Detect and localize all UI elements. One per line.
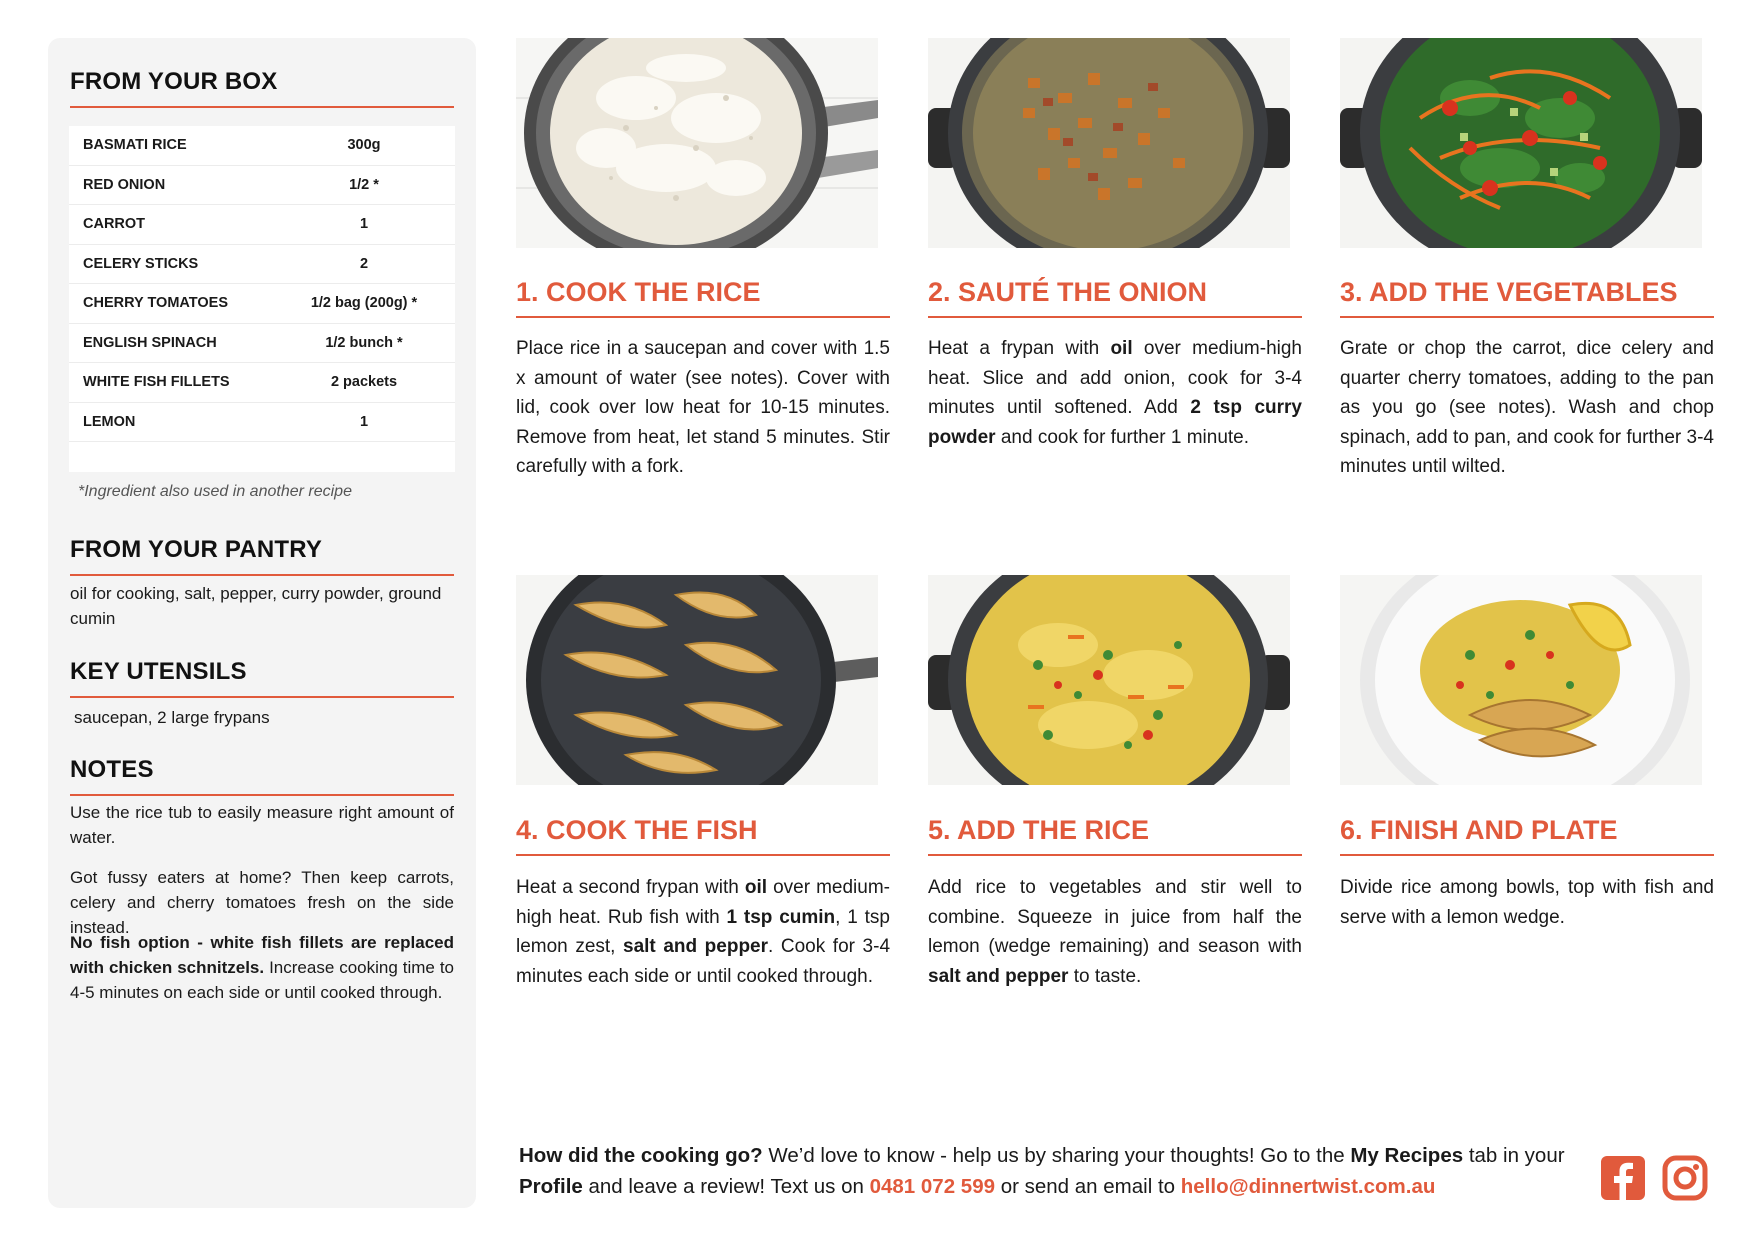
step-1-text [516,334,890,482]
feedback-question: How did the cooking go? [519,1144,763,1167]
step-2-title: 2. SAUTÉ THE ONION [928,277,1302,318]
note-3-rest: Increase cooking time to 4-5 minutes on each side or until cooked through. [70,958,455,1002]
step-text-part: Heat a frypan with [928,338,1111,359]
ingredient-row [69,245,455,285]
ingredients-table [69,126,455,472]
ingredient-qty: 300g [347,137,381,154]
step-text-part: Add rice to vegetables and stir well to combine. Squeeze in juice from half the lemon (wedge remaining) and season with [928,877,1302,957]
ingredient-row [69,284,455,324]
step-4-text [516,873,890,991]
feedback-text-4: or send an email to [995,1175,1181,1198]
step-text-bold: salt and pepper [928,965,1069,987]
step-text-part: . Cook for 3-4 minutes each side or until cooked through. [516,936,891,987]
step-6-image [1340,575,1702,785]
profile-label: Profile [519,1175,583,1198]
step-1-title: 1. COOK THE RICE [516,277,890,318]
pantry-text: oil for cooking, salt, pepper, curry powder, ground cumin [70,584,442,628]
email-link[interactable]: hello@dinnertwist.com.au [1180,1175,1436,1198]
step-2-image [928,38,1290,248]
ingredient-qty: 1/2 bunch * [325,334,403,351]
ingredient-row [69,363,455,403]
note-2: Got fussy eaters at home? Then keep carrots, celery and cherry tomatoes fresh on the side instead. [70,868,454,937]
step-text-part: and cook for further 1 minute. [995,426,1250,448]
step-5-text [928,873,1302,991]
ingredient-row [69,166,455,206]
ingredient-name: LEMON [83,413,136,430]
ingredient-name: WHITE FISH FILLETS [83,374,230,391]
ingredient-name: ENGLISH SPINACH [83,334,217,351]
ingredient-row [69,205,455,245]
step-text-part: Divide rice among bowls, top with fish and serve with a lemon wedge. [1340,877,1714,928]
key-utensils-title: KEY UTENSILS [70,658,454,698]
step-3-title: 3. ADD THE VEGETABLES [1340,277,1714,318]
ingredient-qty: 2 [359,255,369,272]
utensils-text: saucepan, 2 large frypans [74,708,270,727]
step-text-part: over medium-high heat. Slice and add onion, cook for 3-4 minutes until softened. Add [928,338,1302,418]
ingredient-qty: 1 [359,413,369,430]
step-text-part: Place rice in a saucepan and cover with 1.5 x amount of water (see notes). Cover with lid, cook over low heat for 10-15 minutes. Remove from heat, let stand 5 minutes. Stir carefully with a fork. [516,338,890,477]
step-text-part: , 1 tsp lemon zest, [516,906,891,957]
ingredient-qty: 1 [359,216,369,233]
ingredient-footnote: *Ingredient also used in another recipe [78,483,352,500]
ingredient-qty: 1/2 bag (200g) * [310,295,418,312]
step-text-part: to taste. [1068,965,1142,987]
step-4-title: 4. COOK THE FISH [516,815,890,856]
notes-title: NOTES [70,756,454,796]
ingredients-sidebar [48,38,476,1208]
ingredient-name: CHERRY TOMATOES [83,295,229,312]
feedback-text-1: We’d love to know - help us by sharing your thoughts! Go to the [762,1144,1351,1167]
ingredient-row [69,324,455,364]
step-5-title: 5. ADD THE RICE [928,815,1302,856]
step-1-image [516,38,878,248]
step-text-bold: salt and pepper [623,936,769,957]
from-your-pantry-title: FROM YOUR PANTRY [70,536,454,576]
note-1: Use the rice tub to easily measure right amount of water. [70,803,454,847]
ingredient-row [69,126,455,166]
feedback-text [519,1140,1579,1202]
ingredient-name: CELERY STICKS [83,255,199,272]
ingredient-qty: 2 packets [330,374,398,391]
step-text-bold: 1 tsp cumin [726,906,836,928]
step-text-bold: oil [1110,338,1133,359]
ingredient-name: CARROT [83,216,146,233]
from-your-box-title: FROM YOUR BOX [70,68,454,108]
ingredient-name: RED ONION [83,176,166,193]
instagram-icon[interactable] [1662,1155,1708,1201]
step-6-title: 6. FINISH AND PLATE [1340,815,1714,856]
step-text-part: Grate or chop the carrot, dice celery and quarter cherry tomatoes, adding to the pan as you go (see notes). Wash and chop spinach, add to pan, and cook for further 3-4 minutes until wilted. [1340,338,1714,477]
step-text-part: Heat a second frypan with [516,877,745,898]
step-text-bold: 2 tsp curry powder [928,397,1302,448]
step-2-text [928,334,1302,452]
step-5-image [928,575,1290,785]
my-recipes-label: My Recipes [1350,1144,1464,1167]
step-text-bold: oil [744,877,768,898]
phone-link[interactable]: 0481 072 599 [869,1175,995,1198]
step-4-image [516,575,878,785]
step-text-part: over medium-high heat. Rub fish with [516,877,890,928]
feedback-text-3: and leave a review! Text us on [582,1175,870,1198]
ingredient-row [69,403,455,443]
step-6-text [1340,873,1714,932]
ingredient-name: BASMATI RICE [83,137,187,154]
note-3-bold: No fish option - white fish fillets are replaced with chicken schnitzels. [70,933,454,977]
step-3-text [1340,334,1714,482]
ingredient-qty: 1/2 * [349,176,379,193]
feedback-text-2: tab in your [1463,1144,1565,1167]
facebook-icon[interactable] [1600,1155,1646,1201]
step-3-image [1340,38,1702,248]
note-3 [70,930,454,1005]
